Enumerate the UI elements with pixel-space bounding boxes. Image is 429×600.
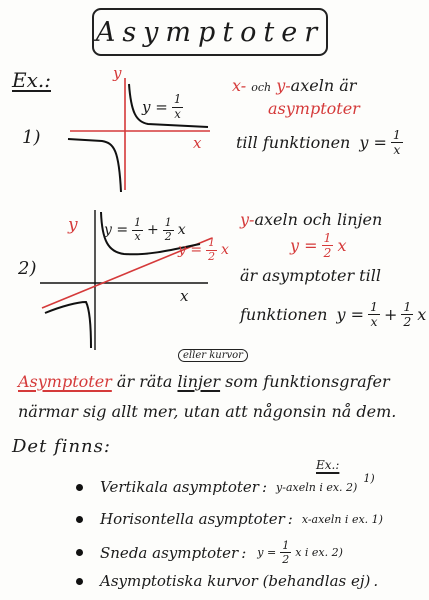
list-item-example-lhs: y = bbox=[257, 546, 277, 559]
page-title: Asymptoter bbox=[95, 16, 325, 48]
ex2-curve-left bbox=[45, 302, 91, 348]
list-item-oblique bbox=[76, 540, 343, 565]
ex1-x-axis-label: x bbox=[193, 134, 202, 152]
ex1-text-line3 bbox=[236, 129, 404, 157]
ex1-text-axeln-ar: axeln är bbox=[290, 76, 357, 95]
ex2-x-axis-label: x bbox=[180, 287, 189, 305]
ex1-text-y: y- bbox=[276, 76, 291, 95]
ex2-curve-frac1 bbox=[132, 218, 143, 243]
list-item-vertical bbox=[76, 471, 375, 496]
example-label: Ex.: bbox=[12, 68, 51, 92]
ex1-curve-fraction bbox=[172, 94, 183, 120]
bullet-icon bbox=[76, 578, 83, 585]
definition-insert: eller kurvor bbox=[178, 349, 248, 362]
ex2-func-den1: x bbox=[370, 314, 378, 330]
list-item-colon: : bbox=[287, 510, 293, 528]
ex2-line-den: 2 bbox=[208, 249, 216, 263]
ex2-line-num: 1 bbox=[208, 236, 216, 249]
definition-term: Asymptoter bbox=[18, 372, 112, 391]
ex1-func-fraction bbox=[391, 129, 403, 157]
list-item-example: x-axeln i ex. 1) bbox=[301, 512, 383, 526]
ex1-curve-label bbox=[142, 94, 184, 120]
list-item-horizontal bbox=[76, 510, 383, 528]
ex2-func-plus: + bbox=[383, 305, 398, 325]
ex1-text-och: och bbox=[251, 81, 272, 94]
definition-line1 bbox=[18, 372, 390, 391]
ex2-y-axis-label: y bbox=[68, 215, 78, 235]
ex2-line-var: x bbox=[221, 242, 229, 259]
ex2-line-frac bbox=[206, 238, 217, 263]
definition-line1-a: är räta bbox=[116, 372, 173, 391]
ex1-func-den: x bbox=[393, 142, 401, 158]
ex1-hyperbola bbox=[68, 84, 208, 192]
ex2-line-label bbox=[178, 238, 229, 263]
ex2-curve-den2: 2 bbox=[164, 229, 172, 243]
ex2-text-eq-var: x bbox=[337, 236, 347, 256]
ex2-text-axeln-och-linjen: axeln och linjen bbox=[254, 210, 383, 229]
list-item-note: 1) bbox=[363, 471, 375, 485]
ex2-curve-den1: x bbox=[134, 229, 141, 243]
ex2-text-y: y- bbox=[240, 210, 255, 229]
ex2-func-den2: 2 bbox=[403, 314, 412, 330]
list-item-example: y-axeln i ex. 2) bbox=[276, 480, 358, 494]
bullet-icon bbox=[76, 516, 83, 523]
definition-linjer: linjer bbox=[177, 372, 221, 391]
ex1-text-line1 bbox=[232, 76, 356, 95]
bullet-icon bbox=[76, 484, 83, 491]
ex2-func-var: x bbox=[417, 305, 427, 325]
ex2-func-num1: 1 bbox=[370, 299, 378, 314]
ex1-func-num: 1 bbox=[392, 127, 401, 142]
list-item-name: Asymptotiska kurvor (behandlas ej) bbox=[100, 572, 371, 590]
ex2-curve-frac2 bbox=[163, 218, 174, 243]
list-item-name: Vertikala asymptoter bbox=[100, 478, 259, 496]
ex2-text-line2 bbox=[290, 232, 347, 260]
ex1-curve-den: x bbox=[174, 106, 181, 121]
ex1-curve-num: 1 bbox=[173, 92, 182, 106]
ex2-text-funktionen: funktionen bbox=[240, 305, 328, 325]
ex2-func-frac1 bbox=[368, 301, 380, 329]
list-ex-header: Ex.: bbox=[316, 458, 340, 472]
list-item-example-rest: x i ex. 2) bbox=[295, 546, 343, 559]
ex1-text-asymptoter: asymptoter bbox=[268, 99, 360, 118]
ex2-func-frac2 bbox=[401, 301, 413, 329]
ex2-func-num2: 1 bbox=[403, 299, 412, 314]
ex2-line-lhs: y = bbox=[178, 242, 203, 259]
ex2-text-eq-frac bbox=[322, 232, 334, 260]
ex1-curve-left bbox=[68, 139, 121, 192]
ex2-text-line4 bbox=[240, 301, 426, 329]
ex1-text-x: x- bbox=[232, 76, 247, 95]
list-item-colon: : bbox=[261, 478, 268, 496]
ex2-text-eq-num: 1 bbox=[323, 230, 332, 245]
list-item-curves bbox=[76, 572, 378, 590]
list-item-note: . bbox=[373, 572, 379, 590]
ex2-text-eq-den: 2 bbox=[323, 245, 332, 261]
ex1-axes bbox=[70, 78, 210, 190]
ex1-func-lhs: y = bbox=[359, 133, 387, 153]
list-item-colon: : bbox=[241, 543, 247, 562]
ex2-func-lhs: y = bbox=[336, 305, 365, 325]
ex1-y-axis-label: y bbox=[113, 64, 122, 82]
ex1-number: 1) bbox=[22, 127, 41, 148]
list-item-example-den: 2 bbox=[282, 553, 290, 566]
ex2-number: 2) bbox=[18, 258, 37, 279]
ex2-curve-num2: 1 bbox=[164, 216, 172, 229]
ex2-text-eq-lhs: y = bbox=[290, 236, 318, 256]
ex2-text-ar-asymptoter: är asymptoter till bbox=[240, 266, 381, 285]
definition-line1-b: som funktionsgrafer bbox=[225, 372, 390, 391]
list-item-name: Sneda asymptoter bbox=[100, 543, 239, 562]
list-item-example-frac bbox=[280, 540, 291, 565]
ex2-curve-var: x bbox=[177, 222, 186, 239]
bullet-icon bbox=[76, 549, 83, 556]
ex2-curve-label bbox=[104, 218, 186, 243]
ex1-text-till-funktionen: till funktionen bbox=[236, 133, 351, 153]
ex2-curve-plus: + bbox=[147, 222, 159, 239]
ex2-curve-lhs: y = bbox=[104, 222, 129, 239]
definition-line2: närmar sig allt mer, utan att någonsin nå dem. bbox=[18, 402, 397, 421]
ex1-curve-lhs: y = bbox=[142, 98, 168, 117]
list-item-example-num: 1 bbox=[282, 539, 290, 552]
list-intro: Det finns: bbox=[12, 436, 111, 457]
ex2-text-line1 bbox=[240, 210, 382, 229]
list-item-name: Horisontella asymptoter bbox=[100, 510, 285, 528]
ex2-curve-num1: 1 bbox=[134, 216, 142, 229]
